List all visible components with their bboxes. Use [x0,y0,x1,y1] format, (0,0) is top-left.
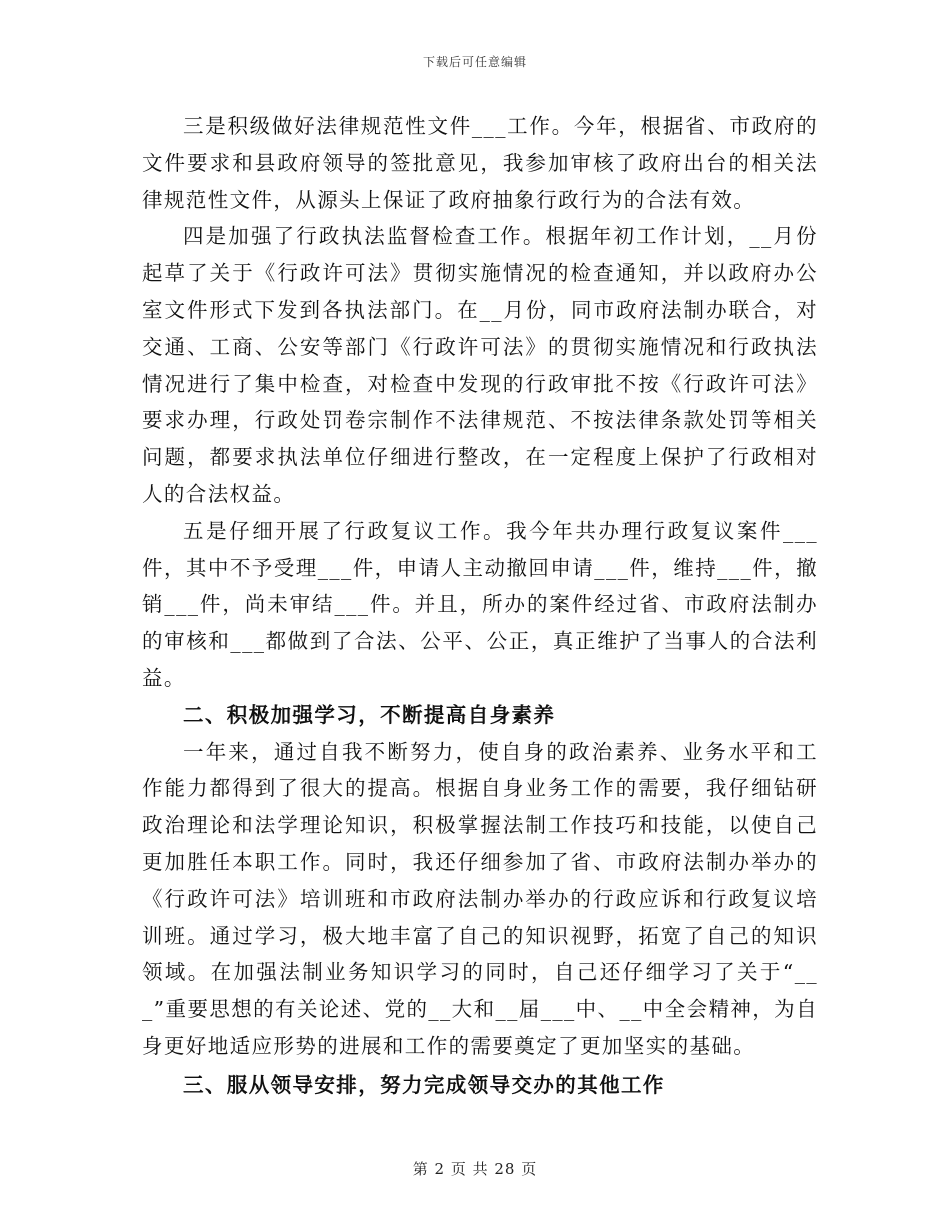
section-heading-other-work: 三、服从领导安排，努力完成领导交办的其他工作 [183,1072,665,1097]
page-header: 下载后可任意编辑 [422,55,527,69]
section-heading-study: 二、积极加强学习，不断提高自身素养 [183,702,556,727]
paragraph-administrative-reconsideration: 五是仔细开展了行政复议工作。我今年共办理行政复议案件___件，其中不予受理___件，申请人主动撤回申请___件，维持___件，撤销___件，尚未审结___件。并且，所办的案件经过省、市政府法制办的审核和___都做到了合法、公平、公正，真正维护了当事人的合法利益。 [142,518,818,690]
paragraph-review-documents: 三是积级做好法律规范性文件___工作。今年，根据省、市政府的文件要求和县政府领导的签批意见，我参加审核了政府出台的相关法律规范性文件，从源头上保证了政府抽象行政行为的合法有效。 [142,114,818,212]
document-body [142,108,818,1104]
paragraph-study: 一年来，通过自我不断努力，使自身的政治素养、业务水平和工作能力都得到了很大的提高。根据自身业务工作的需要，我仔细钻研政治理论和法学理论知识，积极掌握法制工作技巧和技能，以使自己更加胜任本职工作。同时，我还仔细参加了省、市政府法制办举办的《行政许可法》培训班和市政府法制办举办的行政应诉和行政复议培训班。通过学习，极大地丰富了自己的知识视野，拓宽了自己的知识领域。在加强法制业务知识学习的同时，自己还仔细学习了关于“___”重要思想的有关论述、党的__大和__届___中、__中全会精神，为自身更好地适应形势的进展和工作的需要奠定了更加坚实的基础。 [142,739,818,1058]
paragraph-enforcement-supervision: 四是加强了行政执法监督检查工作。根据年初工作计划，__月份起草了关于《行政许可法》贯彻实施情况的检查通知，并以政府办公室文件形式下发到各执法部门。在__月份，同市政府法制办联合，对交通、工商、公安等部门《行政许可法》的贯彻实施情况和行政执法情况进行了集中检查，对检查中发现的行政审批不按《行政许可法》要求办理，行政处罚卷宗制作不法律规范、不按法律条款处罚等相关问题，都要求执法单位仔细进行整改，在一定程度上保护了行政相对人的合法权益。 [142,224,818,506]
page-footer: 第 2 页 共 28 页 [412,1160,538,1178]
